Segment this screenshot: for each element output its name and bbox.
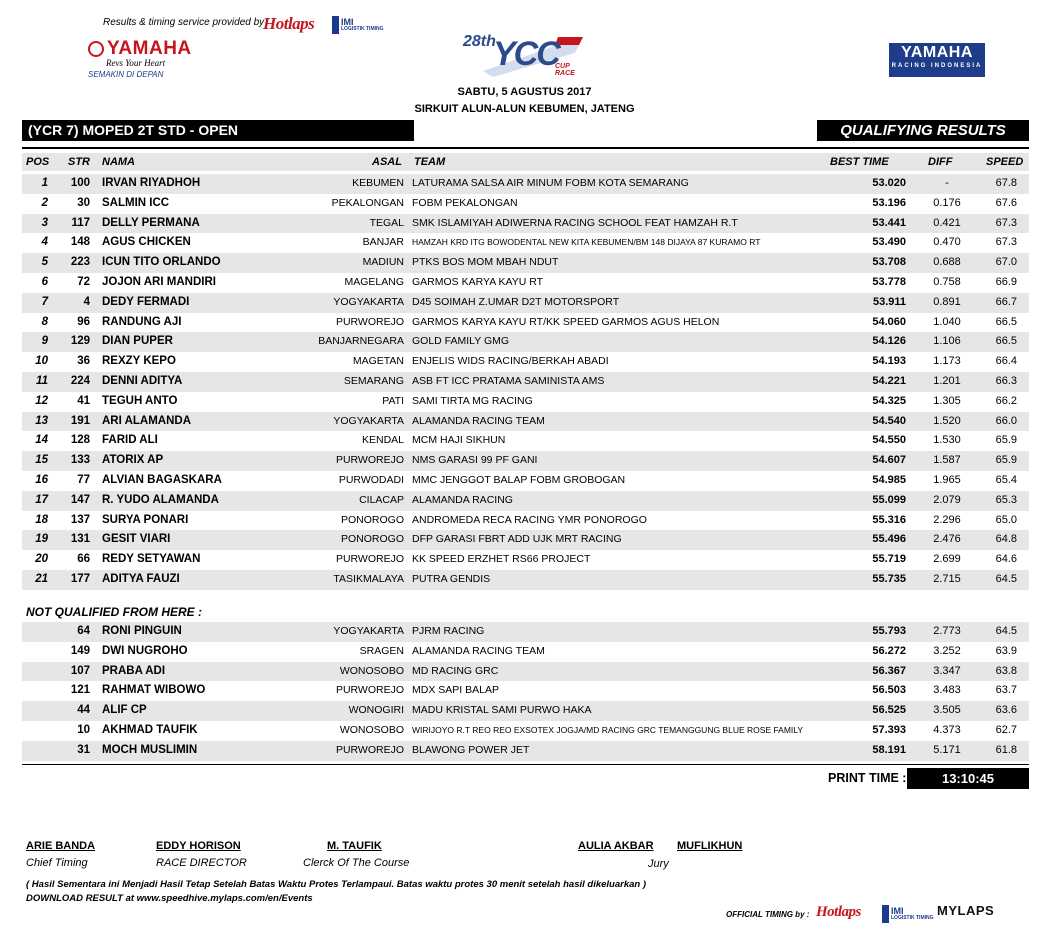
cell-speed: 66.9 xyxy=(995,275,1017,288)
cell-diff: 1.305 xyxy=(933,394,961,407)
cell-team: WIRIJOYO R.T REO REO EXSOTEX JOGJA/MD RACING GRC TEMANGGUNG BLUE ROSE FAMILY xyxy=(412,724,804,735)
cell-start-number: 107 xyxy=(70,664,90,677)
cell-rider-name: SURYA PONARI xyxy=(102,513,189,526)
cell-pos: 2 xyxy=(41,196,48,209)
cell-team: GARMOS KARYA KAYU RT/KK SPEED GARMOS AGUS HELON xyxy=(412,315,720,328)
print-time: 13:10:45 xyxy=(907,768,1029,789)
table-row xyxy=(22,662,1029,682)
cell-speed: 64.6 xyxy=(995,553,1017,566)
cell-rider-name: ARI ALAMANDA xyxy=(102,414,192,427)
signature-clerk: M. TAUFIK Clerck Of The Course xyxy=(303,840,410,869)
cell-diff: 3.483 xyxy=(933,684,961,697)
cell-rider-name: DENNI ADITYA xyxy=(102,374,183,387)
cell-start-number: 36 xyxy=(77,355,90,368)
cell-team: GOLD FAMILY GMG xyxy=(412,335,510,348)
provided-by-text: Results & timing service provided by xyxy=(103,17,265,28)
cell-rider-name: JOJON ARI MANDIRI xyxy=(102,275,216,288)
col-str: STR xyxy=(68,156,90,168)
cell-origin: PURWOREJO xyxy=(335,553,404,566)
cell-diff: 1.201 xyxy=(933,374,961,387)
table-header xyxy=(22,153,1029,171)
table-row xyxy=(22,352,1029,372)
yamaha-logo: YAMAHA Revs Your Heart SEMAKIN DI DEPAN xyxy=(88,38,192,79)
cell-best-time: 54.540 xyxy=(872,414,906,427)
cell-team: MDX SAPI BALAP xyxy=(412,684,499,697)
cell-best-time: 57.393 xyxy=(872,723,906,736)
table-row xyxy=(22,293,1029,313)
cell-pos: 17 xyxy=(35,493,48,506)
cell-diff: 2.079 xyxy=(933,493,961,506)
cell-origin: SRAGEN xyxy=(359,644,404,657)
cell-rider-name: ADITYA FAUZI xyxy=(102,572,180,585)
cell-rider-name: DEDY FERMADI xyxy=(102,295,190,308)
table-row xyxy=(22,642,1029,662)
event-venue: SIRKUIT ALUN-ALUN KEBUMEN, JATENG xyxy=(414,103,635,115)
cell-team: ALAMANDA RACING xyxy=(412,493,513,506)
cell-team: BLAWONG POWER JET xyxy=(412,743,530,756)
cell-speed: 63.7 xyxy=(995,684,1017,697)
cell-rider-name: RONI PINGUIN xyxy=(102,625,182,637)
cell-team: ASB FT ICC PRATAMA SAMINISTA AMS xyxy=(412,374,605,387)
table-row xyxy=(22,214,1029,234)
table-row xyxy=(22,431,1029,451)
cell-start-number: 177 xyxy=(70,572,90,585)
cell-team: ALAMANDA RACING TEAM xyxy=(412,414,545,427)
table-row xyxy=(22,681,1029,701)
cell-pos: 18 xyxy=(35,513,48,526)
cell-speed: 66.7 xyxy=(995,295,1017,308)
cell-diff: 1.587 xyxy=(933,454,961,467)
signature-jury-1: AULIA AKBAR xyxy=(578,840,654,852)
official-timing-label: OFFICIAL TIMING by : xyxy=(726,910,810,919)
col-best-time: BEST TIME xyxy=(830,156,889,168)
results-type-title: QUALIFYING RESULTS xyxy=(817,120,1029,141)
cell-diff: 2.476 xyxy=(933,533,961,546)
cell-rider-name: ALIF CP xyxy=(102,704,147,717)
cell-diff: 0.688 xyxy=(933,256,961,269)
cell-origin: KENDAL xyxy=(361,434,404,447)
cell-team: DFP GARASI FBRT ADD UJK MRT RACING xyxy=(412,533,622,546)
table-row xyxy=(22,253,1029,273)
cell-team: FOBM PEKALONGAN xyxy=(412,196,518,209)
cell-diff: 0.421 xyxy=(933,216,961,229)
cell-pos: 13 xyxy=(35,414,48,427)
cell-team: D45 SOIMAH Z.UMAR D2T MOTORSPORT xyxy=(412,295,620,308)
cell-speed: 66.3 xyxy=(995,374,1017,387)
cell-start-number: 30 xyxy=(77,196,90,209)
cell-diff: 4.373 xyxy=(933,723,961,736)
signature-jury-2: MUFLIKHUN xyxy=(677,840,743,852)
table-row xyxy=(22,530,1029,550)
cell-rider-name: GESIT VIARI xyxy=(102,533,171,546)
table-row xyxy=(22,332,1029,352)
cell-rider-name: TEGUH ANTO xyxy=(102,394,178,407)
cell-pos: 1 xyxy=(41,177,48,189)
table-row xyxy=(22,412,1029,432)
table-row xyxy=(22,491,1029,511)
yamaha-emblem-icon xyxy=(88,41,104,57)
cell-pos: 16 xyxy=(35,473,48,486)
cell-pos: 11 xyxy=(36,374,48,387)
cell-start-number: 66 xyxy=(77,553,90,566)
jury-label: Jury xyxy=(648,858,669,870)
cell-diff: 2.699 xyxy=(933,553,961,566)
cell-diff: 1.520 xyxy=(933,414,961,427)
cell-speed: 65.3 xyxy=(995,493,1017,506)
cell-best-time: 56.503 xyxy=(872,684,906,697)
cell-origin: YOGYAKARTA xyxy=(333,625,404,637)
cell-origin: TASIKMALAYA xyxy=(333,572,404,585)
event-logo: 28th YCC CUP RACE xyxy=(463,31,589,83)
cell-rider-name: PRABA ADI xyxy=(102,664,166,677)
cell-team: SAMI TIRTA MG RACING xyxy=(412,394,533,407)
cell-rider-name: ICUN TITO ORLANDO xyxy=(102,256,221,269)
cell-best-time: 55.735 xyxy=(872,572,906,585)
cell-diff: 2.715 xyxy=(933,572,961,585)
cell-origin: PURWOREJO xyxy=(335,743,404,756)
cell-start-number: 41 xyxy=(77,394,90,407)
cell-best-time: 55.099 xyxy=(872,493,906,506)
cell-best-time: 55.719 xyxy=(872,553,906,566)
cell-rider-name: DELLY PERMANA xyxy=(102,216,200,229)
cell-start-number: 100 xyxy=(70,177,90,189)
event-date: SABTU, 5 AGUSTUS 2017 xyxy=(457,86,592,98)
protest-note: ( Hasil Sementara ini Menjadi Hasil Tetap Setelah Batas Waktu Protes Terlampaui. Batas waktu protes 30 menit setelah hasil dikeluarkan ) xyxy=(26,879,646,890)
cell-origin: WONOSOBO xyxy=(339,664,404,677)
cell-rider-name: SALMIN ICC xyxy=(102,196,170,209)
cell-pos: 19 xyxy=(35,533,48,546)
cell-rider-name: AGUS CHICKEN xyxy=(102,236,191,249)
cell-speed: 61.8 xyxy=(995,743,1017,756)
cell-best-time: 54.550 xyxy=(872,434,906,447)
cell-origin: CILACAP xyxy=(359,493,404,506)
cell-diff: 0.891 xyxy=(933,295,961,308)
cell-speed: 64.5 xyxy=(995,625,1017,637)
cell-pos: 20 xyxy=(35,553,48,566)
table-row xyxy=(22,721,1029,741)
cell-origin: WONOSOBO xyxy=(339,723,404,736)
imi-logo: IMI LOGISTIK TIMING xyxy=(332,16,384,34)
cell-diff: 1.965 xyxy=(933,473,961,486)
signature-race-director: EDDY HORISON RACE DIRECTOR xyxy=(156,840,247,869)
cell-team: HAMZAH KRD ITG BOWODENTAL NEW KITA KEBUMEN/BM 148 DIJAYA 87 KURAMO RT xyxy=(412,237,761,248)
cell-origin: BANJARNEGARA xyxy=(318,335,404,348)
cell-best-time: 53.441 xyxy=(872,216,906,229)
cell-diff: 0.470 xyxy=(933,236,961,249)
cell-rider-name: REXZY KEPO xyxy=(102,355,176,368)
cell-pos: 5 xyxy=(41,256,48,269)
cell-start-number: 117 xyxy=(71,216,90,229)
cell-team: KK SPEED ERZHET RS66 PROJECT xyxy=(412,553,591,566)
cell-speed: 64.8 xyxy=(995,533,1017,546)
cell-start-number: 191 xyxy=(70,414,90,427)
table-row xyxy=(22,622,1029,642)
cell-best-time: 54.985 xyxy=(872,473,906,486)
cell-start-number: 137 xyxy=(70,513,90,526)
cell-start-number: 121 xyxy=(70,684,90,697)
cell-origin: PURWOREJO xyxy=(335,315,404,328)
cell-start-number: 44 xyxy=(77,704,90,717)
cell-start-number: 223 xyxy=(70,256,90,269)
mylaps-logo: MYLAPS xyxy=(937,903,995,918)
cell-origin: MADIUN xyxy=(362,256,404,269)
cell-origin: PEKALONGAN xyxy=(331,196,404,209)
cell-team: LATURAMA SALSA AIR MINUM FOBM KOTA SEMARANG xyxy=(412,177,689,189)
col-team: TEAM xyxy=(414,156,446,168)
cell-diff: 2.296 xyxy=(933,513,961,526)
cell-speed: 66.4 xyxy=(995,355,1017,368)
cell-team: MMC JENGGOT BALAP FOBM GROBOGAN xyxy=(412,473,626,486)
table-row xyxy=(22,313,1029,333)
cell-origin: YOGYAKARTA xyxy=(333,295,404,308)
cell-speed: 67.0 xyxy=(995,256,1017,269)
cell-best-time: 54.193 xyxy=(872,355,906,368)
cell-best-time: 54.221 xyxy=(872,374,906,387)
cell-pos: 8 xyxy=(41,315,48,328)
cell-speed: 66.5 xyxy=(995,335,1017,348)
cell-speed: 67.8 xyxy=(995,177,1017,189)
cell-rider-name: MOCH MUSLIMIN xyxy=(102,743,198,756)
cell-best-time: 53.778 xyxy=(872,275,906,288)
hotlaps-logo: Hotlaps xyxy=(263,14,315,33)
table-row xyxy=(22,392,1029,412)
table-row xyxy=(22,372,1029,392)
cell-speed: 63.9 xyxy=(995,644,1017,657)
table-row xyxy=(22,570,1029,590)
cell-origin: PURWOREJO xyxy=(335,454,404,467)
cell-start-number: 224 xyxy=(70,374,90,387)
signature-chief-timing: ARIE BANDA Chief Timing xyxy=(26,840,96,869)
cell-best-time: 53.020 xyxy=(872,177,906,189)
cell-team: ENJELIS WIDS RACING/BERKAH ABADI xyxy=(412,355,609,368)
cell-team: MADU KRISTAL SAMI PURWO HAKA xyxy=(412,704,592,717)
cell-origin: MAGELANG xyxy=(344,275,404,288)
table-row xyxy=(22,741,1029,761)
cell-start-number: 10 xyxy=(77,723,90,736)
cell-best-time: 54.060 xyxy=(872,315,906,328)
cell-diff: 1.106 xyxy=(933,335,961,348)
cell-team: SMK ISLAMIYAH ADIWERNA RACING SCHOOL FEAT HAMZAH R.T xyxy=(412,216,738,229)
cell-origin: WONOGIRI xyxy=(348,704,404,717)
cell-origin: PURWODADI xyxy=(338,473,404,486)
cell-diff: 5.171 xyxy=(933,743,961,756)
table-row xyxy=(22,511,1029,531)
category-title: (YCR 7) MOPED 2T STD - OPEN xyxy=(22,120,414,141)
cell-speed: 65.9 xyxy=(995,454,1017,467)
cell-rider-name: ATORIX AP xyxy=(102,454,164,467)
cell-best-time: 54.126 xyxy=(872,335,906,348)
table-row xyxy=(22,550,1029,570)
cell-rider-name: RANDUNG AJI xyxy=(102,315,182,328)
cell-speed: 63.6 xyxy=(995,704,1017,717)
divider xyxy=(22,147,1029,149)
cell-origin: YOGYAKARTA xyxy=(333,414,404,427)
not-qualified-label: NOT QUALIFIED FROM HERE : xyxy=(26,605,202,619)
cell-speed: 66.2 xyxy=(995,394,1017,407)
cell-start-number: 64 xyxy=(77,625,90,637)
cell-best-time: 55.793 xyxy=(872,625,906,637)
cell-diff: 2.773 xyxy=(933,625,961,637)
cell-origin: PONOROGO xyxy=(340,513,404,526)
cell-speed: 64.5 xyxy=(995,572,1017,585)
cell-speed: 65.0 xyxy=(995,513,1017,526)
cell-origin: BANJAR xyxy=(362,236,404,249)
cell-origin: MAGETAN xyxy=(352,355,404,368)
cell-speed: 67.6 xyxy=(995,196,1017,209)
cell-diff: 3.505 xyxy=(933,704,961,717)
cell-diff: 1.173 xyxy=(933,355,961,368)
hotlaps-footer-logo: Hotlaps xyxy=(816,904,861,920)
cell-team: ANDROMEDA RECA RACING YMR PONOROGO xyxy=(412,513,647,526)
table-row xyxy=(22,233,1029,253)
cell-rider-name: FARID ALI xyxy=(102,434,158,447)
table-row xyxy=(22,273,1029,293)
results-table xyxy=(22,174,1029,590)
cell-best-time: 54.325 xyxy=(872,394,906,407)
col-speed: SPEED xyxy=(986,156,1024,168)
cell-pos: 21 xyxy=(35,572,48,585)
cell-diff: - xyxy=(945,177,949,189)
cell-pos: 12 xyxy=(35,394,48,407)
table-row xyxy=(22,451,1029,471)
cell-pos: 15 xyxy=(35,454,48,467)
cell-diff: 3.252 xyxy=(933,644,961,657)
cell-start-number: 133 xyxy=(70,454,90,467)
cell-best-time: 55.316 xyxy=(872,513,906,526)
cell-pos: 9 xyxy=(41,335,48,348)
cell-start-number: 77 xyxy=(77,473,90,486)
cell-diff: 1.040 xyxy=(933,315,961,328)
cell-origin: PURWOREJO xyxy=(335,684,404,697)
cell-start-number: 147 xyxy=(70,493,90,506)
cell-speed: 66.0 xyxy=(995,414,1017,427)
cell-team: PUTRA GENDIS xyxy=(412,572,491,585)
col-pos: POS xyxy=(26,156,50,168)
cell-team: PTKS BOS MOM MBAH NDUT xyxy=(412,256,559,269)
cell-origin: TEGAL xyxy=(369,216,404,229)
cell-speed: 66.5 xyxy=(995,315,1017,328)
cell-start-number: 4 xyxy=(83,295,90,308)
cell-rider-name: REDY SETYAWAN xyxy=(102,553,201,566)
cell-best-time: 53.708 xyxy=(872,256,906,269)
cell-rider-name: R. YUDO ALAMANDA xyxy=(102,493,219,506)
cell-team: ALAMANDA RACING TEAM xyxy=(412,644,545,657)
page-header xyxy=(0,0,1049,118)
table-row xyxy=(22,471,1029,491)
cell-best-time: 53.911 xyxy=(872,295,906,308)
cell-diff: 1.530 xyxy=(933,434,961,447)
cell-start-number: 96 xyxy=(77,315,90,328)
not-qualified-table xyxy=(22,622,1029,761)
cell-best-time: 56.367 xyxy=(872,664,906,677)
cell-pos: 10 xyxy=(35,355,48,368)
cell-team: MD RACING GRC xyxy=(412,664,499,677)
cell-start-number: 131 xyxy=(70,533,90,546)
cell-best-time: 56.525 xyxy=(872,704,906,717)
cell-start-number: 31 xyxy=(77,743,90,756)
cell-origin: KEBUMEN xyxy=(352,177,404,189)
cell-speed: 63.8 xyxy=(995,664,1017,677)
imi-footer-logo: IMI LOGISTIK TIMING xyxy=(882,905,934,923)
download-note: DOWNLOAD RESULT at www.speedhive.mylaps.com/en/Events xyxy=(26,893,313,904)
cell-best-time: 53.196 xyxy=(872,196,906,209)
print-time-label: PRINT TIME : xyxy=(828,771,907,785)
cell-pos: 4 xyxy=(41,236,48,249)
cell-pos: 7 xyxy=(41,295,48,308)
table-row xyxy=(22,701,1029,721)
cell-speed: 65.9 xyxy=(995,434,1017,447)
cell-team: NMS GARASI 99 PF GANI xyxy=(412,454,538,467)
cell-best-time: 53.490 xyxy=(872,236,906,249)
cell-team: MCM HAJI SIKHUN xyxy=(412,434,506,447)
cell-best-time: 54.607 xyxy=(872,454,906,467)
table-row xyxy=(22,194,1029,214)
cell-origin: PATI xyxy=(382,394,404,407)
cell-best-time: 58.191 xyxy=(872,743,906,756)
cell-start-number: 148 xyxy=(70,236,90,249)
cell-origin: PONOROGO xyxy=(340,533,404,546)
cell-start-number: 149 xyxy=(70,644,90,657)
cell-speed: 67.3 xyxy=(995,216,1017,229)
col-diff: DIFF xyxy=(928,156,953,168)
cell-diff: 0.758 xyxy=(933,275,961,288)
cell-rider-name: DIAN PUPER xyxy=(102,335,173,348)
cell-start-number: 128 xyxy=(70,434,90,447)
cell-rider-name: RAHMAT WIBOWO xyxy=(102,684,206,697)
cell-rider-name: DWI NUGROHO xyxy=(102,644,188,657)
cell-diff: 3.347 xyxy=(933,664,961,677)
col-asal: ASAL xyxy=(372,156,402,168)
cell-start-number: 129 xyxy=(70,335,90,348)
yamaha-racing-indonesia-logo: YAMAHA RACING INDONESIA xyxy=(889,43,985,77)
cell-start-number: 72 xyxy=(77,275,90,288)
cell-best-time: 55.496 xyxy=(872,533,906,546)
cell-team: GARMOS KARYA KAYU RT xyxy=(412,275,544,288)
cell-rider-name: AKHMAD TAUFIK xyxy=(102,723,198,736)
table-row xyxy=(22,174,1029,194)
cell-rider-name: IRVAN RIYADHOH xyxy=(102,177,201,189)
cell-rider-name: ALVIAN BAGASKARA xyxy=(102,473,222,486)
cell-team: PJRM RACING xyxy=(412,625,485,637)
cell-speed: 62.7 xyxy=(995,723,1017,736)
cell-pos: 6 xyxy=(41,275,48,288)
cell-origin: SEMARANG xyxy=(343,374,404,387)
col-name: NAMA xyxy=(102,156,135,168)
cell-speed: 65.4 xyxy=(995,473,1017,486)
cell-best-time: 56.272 xyxy=(872,644,906,657)
cell-pos: 14 xyxy=(35,434,48,447)
cell-pos: 3 xyxy=(41,216,48,229)
cell-speed: 67.3 xyxy=(995,236,1017,249)
cell-diff: 0.176 xyxy=(933,196,961,209)
divider xyxy=(22,764,1029,765)
